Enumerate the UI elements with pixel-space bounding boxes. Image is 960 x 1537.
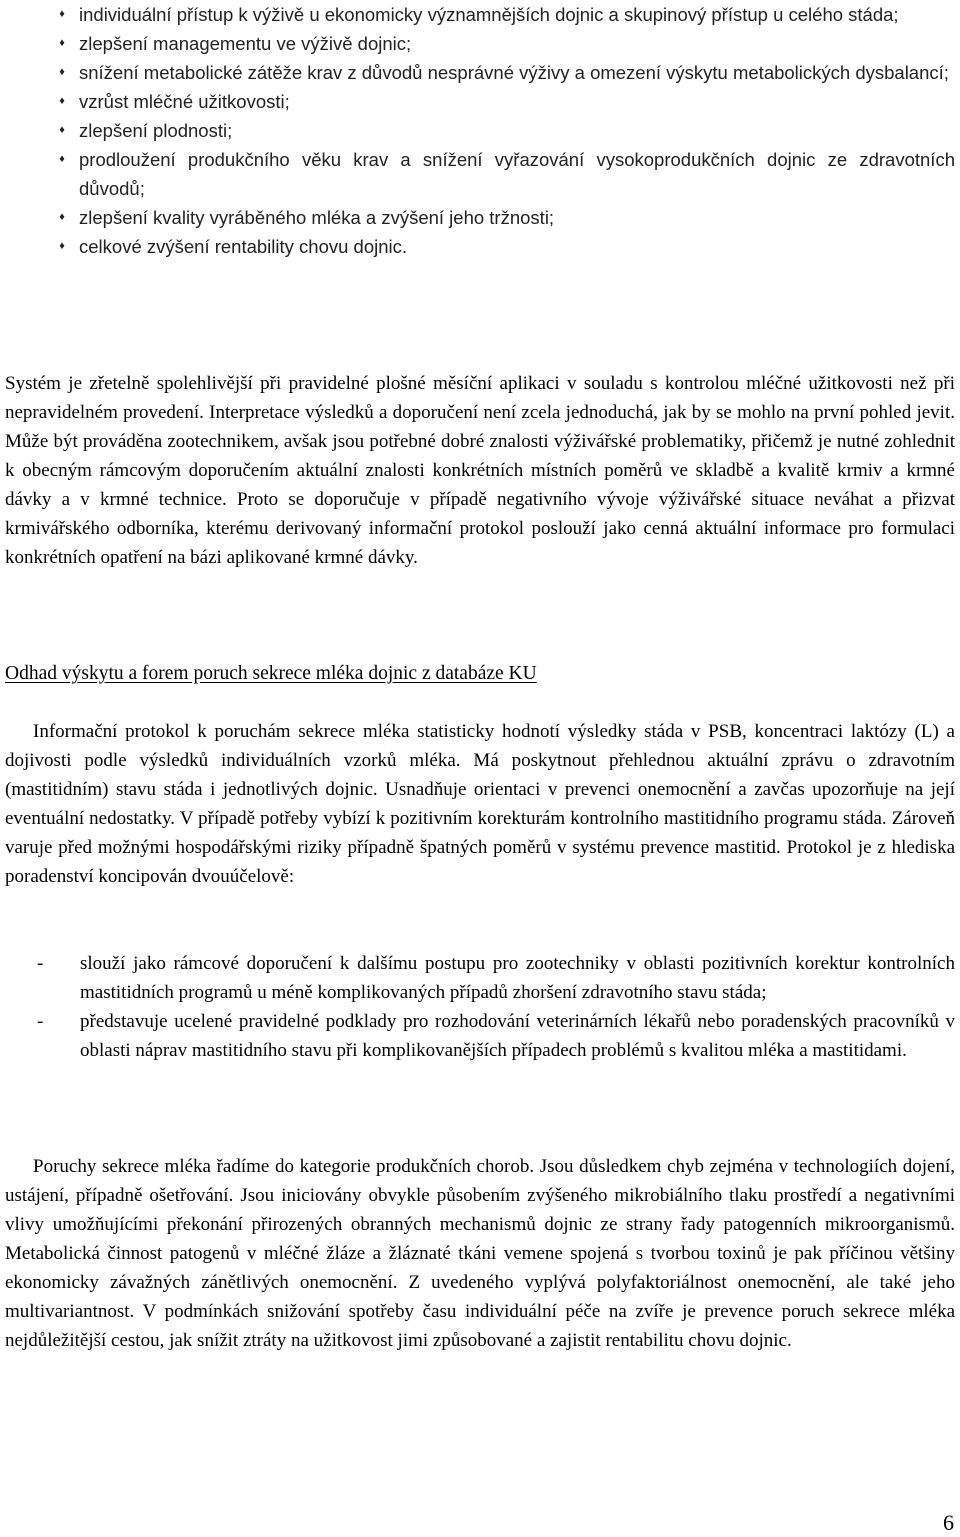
dash-list-item	[5, 1007, 955, 1065]
protocol-purpose-list	[5, 949, 955, 1065]
diamond-bullet-icon: ♦	[59, 8, 65, 20]
benefits-bullet-list	[55, 0, 955, 261]
bullet-text: zlepšení kvality vyráběného mléka a zvýšení jeho tržnosti;	[79, 207, 555, 228]
diamond-bullet-icon: ♦	[59, 37, 65, 49]
bullet-text: celkové zvýšení rentability chovu dojnic.	[79, 236, 408, 257]
page-number: 6	[943, 1510, 954, 1535]
paragraph-milk-secretion-disorders: Poruchy sekrece mléka řadíme do kategorie produkčních chorob. Jsou důsledkem chyb zejména v technologiích dojení, ustájení, případně ošetřování. Jsou iniciovány obvykle působením zvýšeného mikrobiálního tlaku prostředí a negativními vlivy umožňujícími překonání přirozených obranných mechanismů dojnic ze strany řady patogenních mikroorganismů. Metabolická činnost patogenů v mléčné žláze a žláznaté tkáni vemene spojená s tvorbou toxinů je pak příčinou většiny ekonomicky závažných zánětlivých onemocnění. Z uvedeného vyplývá polyfaktoriálnost onemocnění, ale také jeho multivariantnost. V podmínkách snižování spotřeby času individuální péče na zvíře je prevence poruch sekrece mléka nejdůležitější cestou, jak snížit ztráty na užitkovost jimi způsobované a zajistit rentabilitu chovu dojnic.	[5, 1156, 955, 1351]
dash-item-text: představuje ucelené pravidelné podklady pro rozhodování veterinárních lékařů nebo poradenských pracovníků v oblasti náprav mastitidního stavu při komplikovanějších případech problémů s kvalitou mléka a mastitidami.	[80, 1011, 955, 1061]
paragraph-system-reliability: Systém je zřetelně spolehlivější při pravidelné plošné měsíční aplikaci v souladu s kontrolou mléčné užitkovosti než při nepravidelném provedení. Interpretace výsledků a doporučení není zcela jednoduchá, jak by se mohlo na první pohled jevit. Může být prováděna zootechnikem, avšak jsou potřebné dobré znalosti výživářské problematiky, přičemž je nutné zohlednit k obecným rámcovým doporučením aktuální znalosti konkrétních místních poměrů ve skladbě a kvalitě krmiv a krmné dávky a v krmné technice. Proto se doporučuje v případě negativního vývoje výživářské situace neváhat a přizvat krmivářského odborníka, kterému derivovaný informační protokol poslouží jako cenná aktuální informace pro formulaci konkrétních opatření na bázi aplikované krmné dávky.	[5, 373, 955, 568]
bullet-text: prodloužení produkčního věku krav a snížení vyřazování vysokoprodukčních dojnic ze zdravotních důvodů;	[79, 149, 955, 199]
bullet-item	[55, 29, 955, 58]
diamond-bullet-icon: ♦	[59, 211, 65, 223]
bullet-item	[55, 232, 955, 261]
bullet-item	[55, 203, 955, 232]
dash-list-item	[5, 949, 955, 1007]
dash-item-text: slouží jako rámcové doporučení k dalšímu postupu pro zootechniky v oblasti pozitivních korektur kontrolních mastitidních programů u méně komplikovaných případů zhoršení zdravotního stavu stáda;	[80, 953, 955, 1003]
bullet-item	[55, 87, 955, 116]
diamond-bullet-icon: ♦	[59, 95, 65, 107]
bullet-item	[55, 58, 955, 87]
dash-bullet-icon: -	[37, 953, 44, 974]
bullet-text: zlepšení managementu ve výživě dojnic;	[79, 33, 412, 54]
dash-bullet-icon: -	[37, 1011, 44, 1032]
bullet-item	[55, 145, 955, 203]
diamond-bullet-icon: ♦	[59, 66, 65, 78]
diamond-bullet-icon: ♦	[59, 124, 65, 136]
paragraph-information-protocol: Informační protokol k poruchám sekrece mléka statisticky hodnotí výsledky stáda v PSB, koncentraci laktózy (L) a dojivosti podle výsledků individuálních vzorků mléka. Má poskytnout přehlednou aktuální zprávu o zdravotním (mastitidním) stavu stáda i jednotlivých dojnic. Usnadňuje orientaci v prevenci onemocnění a zavčas upozorňuje na její eventuální nedostatky. V případě potřeby vybízí k pozitivním korekturám kontrolního mastitidního programu stáda. Zároveň varuje před možnými hospodářskými riziky případně špatných poměrů v systému prevence mastitid. Protokol je z hlediska poradenství koncipován dvouúčelově:	[5, 721, 955, 887]
bullet-item	[55, 116, 955, 145]
bullet-text: zlepšení plodnosti;	[79, 120, 233, 141]
bullet-text: individuální přístup k výživě u ekonomicky významnějších dojnic a skupinový přístup u celého stáda;	[79, 4, 899, 25]
section-heading: Odhad výskytu a forem poruch sekrece mléka dojnic z databáze KU	[5, 663, 537, 684]
diamond-bullet-icon: ♦	[59, 153, 65, 165]
diamond-bullet-icon: ♦	[59, 240, 65, 252]
bullet-text: snížení metabolické zátěže krav z důvodů nesprávné výživy a omezení výskytu metabolických dysbalancí;	[79, 62, 949, 83]
bullet-text: vzrůst mléčné užitkovosti;	[79, 91, 290, 112]
bullet-item	[55, 0, 955, 29]
